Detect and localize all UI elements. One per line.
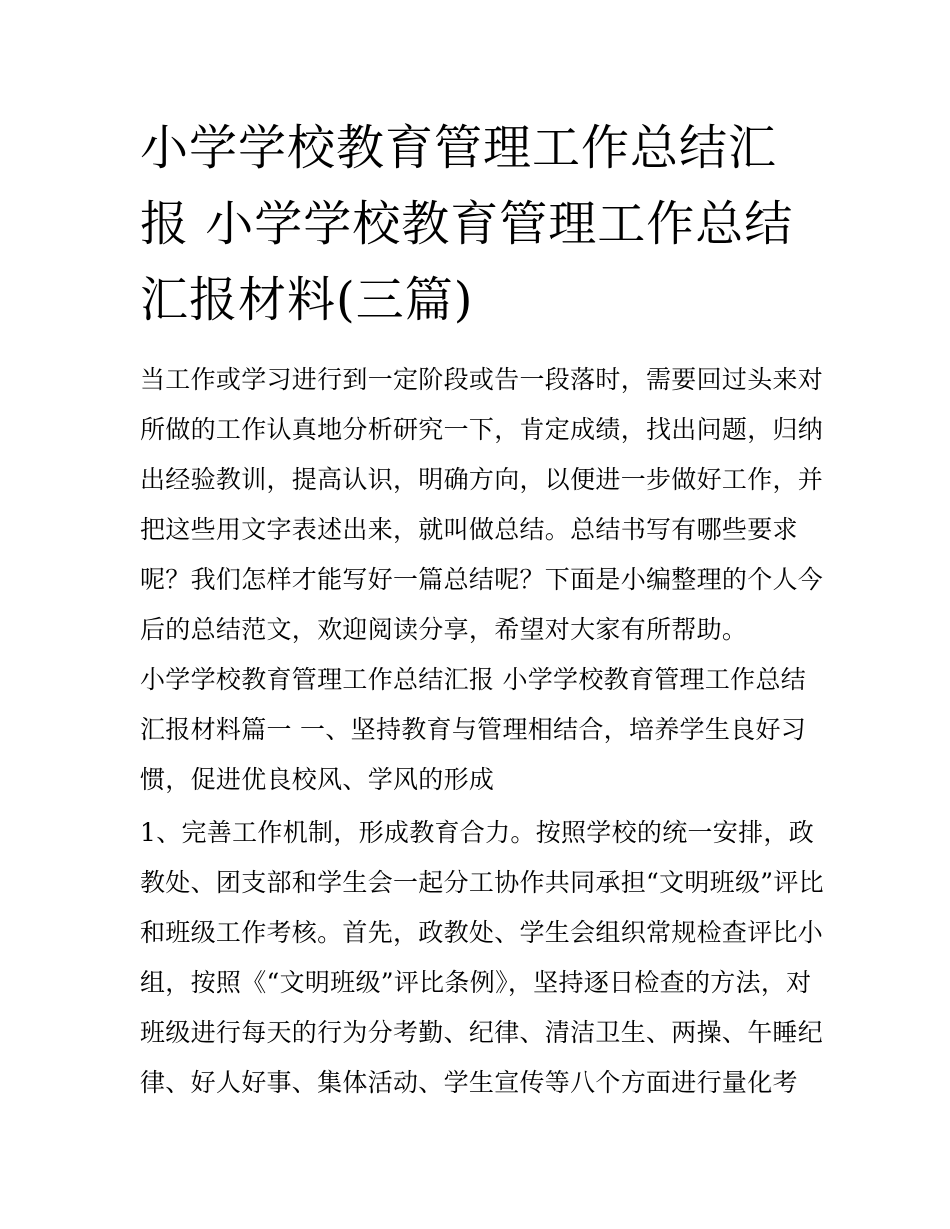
text-line: 1、完善工作机制，形成教育合力。按照学校的统一安排，政: [140, 818, 815, 847]
text-line: 律、好人好事、集体活动、学生宣传等八个方面进行量化考: [140, 1068, 798, 1097]
body-paragraph: [140, 808, 824, 1108]
text-line: 把这些用文字表述出来，就叫做总结。总结书写有哪些要求: [140, 515, 798, 544]
text-line: 所做的工作认真地分析研究一下，肯定成绩，找出问题，归纳: [140, 415, 824, 444]
text-line: 呢？我们怎样才能写好一篇总结呢？下面是小编整理的个人今: [140, 565, 824, 594]
text-line: 和班级工作考核。首先，政教处、学生会组织常规检查评比小: [140, 918, 824, 947]
text-line: 当工作或学习进行到一定阶段或告一段落时，需要回过头来对: [140, 365, 824, 394]
text-line: 班级进行每天的行为分考勤、纪律、清洁卫生、两操、午睡纪: [140, 1018, 824, 1047]
text-line: 汇报材料篇一 一、坚持教育与管理相结合，培养学生良好习: [140, 715, 807, 744]
title-line: 汇报材料(三篇): [140, 272, 474, 328]
intro-paragraph: [140, 355, 824, 655]
text-line: 组，按照《“文明班级”评比条例》，坚持逐日检查的方法，对: [140, 968, 812, 997]
title-line: 小学学校教育管理工作总结汇: [140, 120, 778, 176]
document-title: [140, 110, 820, 338]
text-line: 惯，促进优良校风、学风的形成: [140, 765, 495, 794]
text-line: 小学学校教育管理工作总结汇报 小学学校教育管理工作总结: [140, 665, 807, 694]
title-line: 报 小学学校教育管理工作总结: [140, 196, 794, 252]
text-line: 教处、团支部和学生会一起分工协作共同承担“文明班级”评比: [140, 868, 824, 897]
section-heading-paragraph: [140, 655, 820, 805]
text-line: 出经验教训，提高认识，明确方向，以便进一步做好工作，并: [140, 465, 824, 494]
text-line: 后的总结范文，欢迎阅读分享，希望对大家有所帮助。: [140, 615, 748, 644]
